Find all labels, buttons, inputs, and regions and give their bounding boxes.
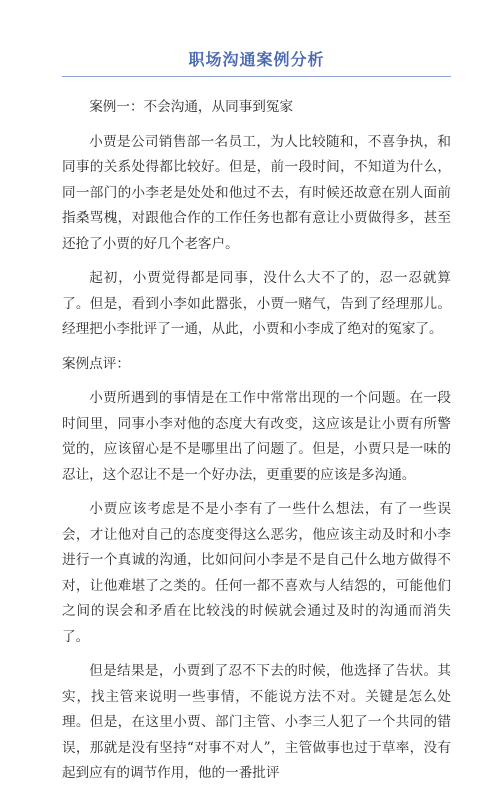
document-title: 职场沟通案例分析 — [188, 50, 325, 69]
document-body — [62, 95, 451, 787]
review-paragraph-1: 小贾所遇到的事情是在工作中常常出现的一个问题。在一段时间里，同事小李对他的态度大有改变，这应该是让小贾有所警觉的，应该留心是不是哪里出了问题了。但是，小贾只是一味的忍让，这个忍让不是一个好办法，更重要的应该是多沟通。 — [62, 390, 451, 483]
review-paragraph-2: 小贾应该考虑是不是小李有了一些什么想法，有了一些误会，才让他对自己的态度变得这么恶劣，他应该主动及时和小李进行一个真诚的沟通，比如问问小李是不是自己什么地方做得不对，让他难堪了之类的。任何一都不喜欢与人结怨的，可能他们之间的误会和矛盾在比较浅的时候就会通过及时的沟通而消失了。 — [62, 501, 451, 645]
title-divider — [62, 76, 451, 77]
case-heading: 案例一：不会沟通，从同事到冤家 — [89, 99, 294, 115]
case-paragraph-1: 小贾是公司销售部一名员工，为人比较随和，不喜争执，和同事的关系处得都比较好。但是，前一段时间，不知道为什么，同一部门的小李老是处处和他过不去，有时候还故意在别人面前指桑骂槐，对跟他合作的工作任务也都有意让小贾做得多，甚至还抢了小贾的好几个老客户。 — [62, 133, 451, 252]
review-paragraph-3: 但是结果是，小贾到了忍不下去的时候，他选择了告状。其实，找主管来说明一些事情，不能说方法不对。关键是怎么处理。但是，在这里小贾、部门主管、小李三人犯了一个共同的错误，那就是没有坚持“对事不对人”，主管做事也过于草率，没有起到应有的调节作用，他的一番批评 — [62, 663, 451, 781]
review-heading: 案例点评： — [62, 355, 130, 372]
case-paragraph-2: 起初，小贾觉得都是同事，没什么大不了的，忍一忍就算了。但是，看到小李如此嚣张，小贾一赌气，告到了经理那儿。经理把小李批评了一通，从此，小贾和小李成了绝对的冤家了。 — [62, 270, 451, 337]
